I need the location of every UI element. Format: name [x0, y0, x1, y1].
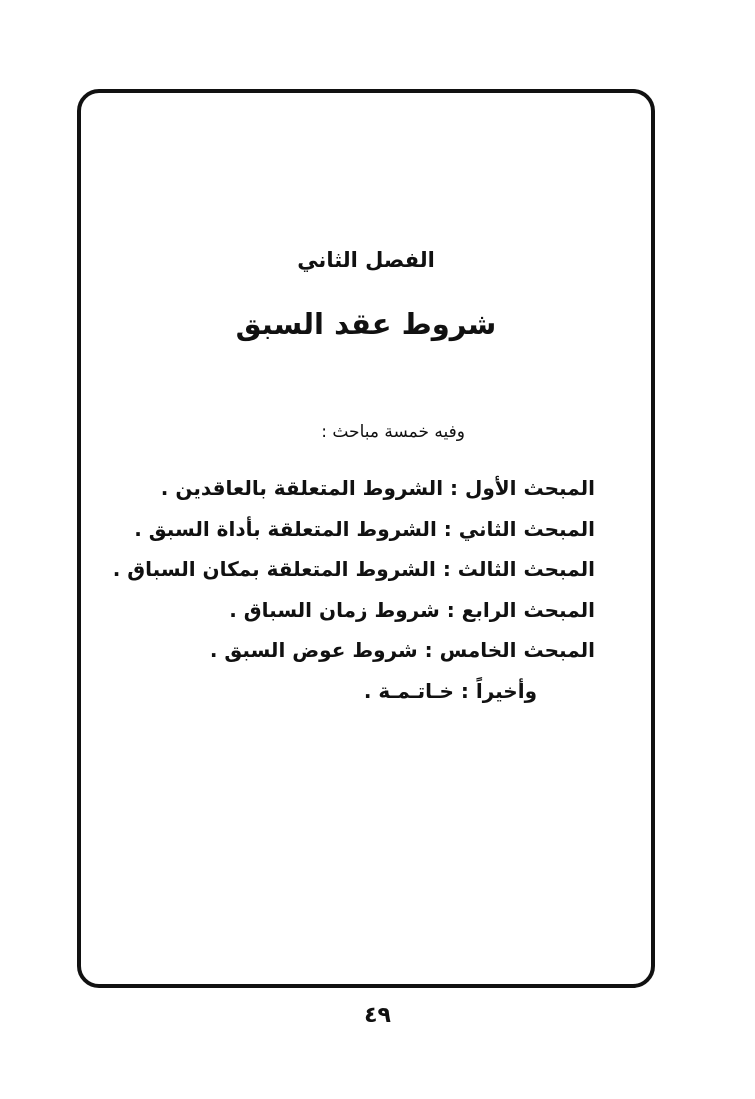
- chapter-label: الفصل الثاني: [297, 248, 435, 272]
- section-item-5: المبحث الخامس : شروط عوض السبق .: [209, 638, 595, 662]
- chapter-title: شروط عقد السبق: [235, 307, 497, 341]
- section-item-1: المبحث الأول : الشروط المتعلقة بالعاقدين .: [160, 476, 595, 500]
- section-item-2: المبحث الثاني : الشروط المتعلقة بأداة السبق .: [134, 516, 595, 541]
- closing-item: وأخيراً : خـاتـمـة .: [363, 678, 537, 703]
- section-item-3: المبحث الثالث : الشروط المتعلقة بمكان السباق .: [112, 557, 595, 581]
- sections-list: [112, 468, 595, 711]
- section-item-4: المبحث الرابع : شروط زمان السباق .: [229, 597, 595, 622]
- page-number: ٤٩: [364, 1003, 391, 1028]
- intro-text: وفيه خمسة مباحث :: [321, 422, 465, 442]
